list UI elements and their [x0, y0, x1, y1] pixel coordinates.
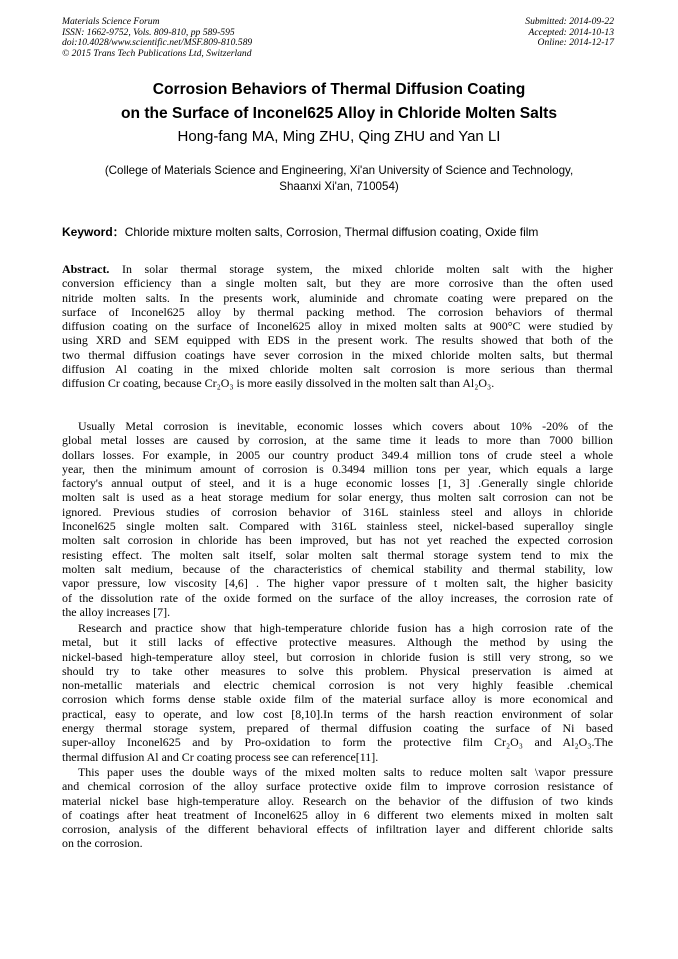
paragraph-3 — [62, 765, 613, 851]
text-line: global metal losses are caused by corrosion, at the same time it leads to more than 7000 billion — [62, 433, 613, 448]
affiliation-line-1: (College of Materials Science and Engineering, Xi'an University of Science and Technology, — [104, 164, 574, 177]
text-line: molten salt medium, because of the characteristics of chemical stability and thermal stability, low — [62, 561, 613, 576]
copyright-line: © 2015 Trans Tech Publications Ltd, Switzerland — [62, 47, 252, 59]
text-line: diffusion coating on the surface of Inconel625 alloy in mixed molten salts at 900°C were studied by — [62, 319, 613, 334]
text-line: surface of Inconel625 alloy by thermal packing method. The corrosion behaviors of thermal — [62, 304, 613, 319]
text-line: of coatings after heat treatment of Inconel625 alloy in 6 different two elements mixed in molten salt — [62, 807, 613, 822]
text-line: molten salt is used as a heat storage medium for solar energy, thus molten salt corrosion can not be — [62, 490, 613, 505]
paper-title-line-1: Corrosion Behaviors of Thermal Diffusion Coating — [152, 81, 526, 98]
text-line: conversion efficiency than a single molten salt, but they are more corrosive than the often used — [62, 276, 613, 291]
text-line: diffusion Al coating in the mixed chloride molten salt corrosion is more serious than thermal — [62, 362, 613, 377]
text-line: thermal diffusion Al and Cr coating process see can reference[11]. — [62, 749, 379, 764]
abstract-label: Abstract. — [62, 262, 110, 276]
text-line: vapor pressure, low viscosity [4,6] . The higher vapor pressure of t molten salt, the higher basicity — [62, 576, 613, 591]
text-line: Usually Metal corrosion is inevitable, economic losses which covers about 10% -20% of the — [78, 419, 613, 433]
text-line: of the dissolution rate of the oxide formed on the surface of the alloy increases, the corrosion rate of — [62, 590, 613, 605]
keywords — [62, 224, 622, 240]
affiliation — [0, 163, 678, 195]
text-line: corrosion which forms dense stable oxide film of the material surface alloy is more economical and — [62, 692, 613, 707]
journal-header — [62, 17, 252, 59]
journal-name: Materials Science Forum — [62, 16, 160, 27]
text-line: Research and practice show that high-temperature chloride fusion has a high corrosion rate of the — [78, 621, 613, 635]
text-line: material nickel base high-temperature alloy. Research on the behavior of the diffusion of two kinds — [62, 793, 613, 808]
authors: Hong-fang MA, Ming ZHU, Qing ZHU and Yan LI — [177, 128, 501, 145]
text-line: This paper uses the double ways of the mixed molten salts to reduce molten salt \vapor pressure — [78, 765, 613, 779]
text-line: energy thermal storage system, prepared of thermal diffusion coating the surface of Ni based — [62, 721, 613, 736]
abstract — [62, 262, 613, 391]
text-line: practical, easy to operate, and low cost [8,10].In terms of the harsh reaction environment of solar — [62, 706, 613, 721]
text-line: year, then the minimum amount of corrosion is 0.3494 million tons per year, which equals a large — [62, 461, 613, 476]
text-line: on the corrosion. — [62, 836, 143, 851]
text-line: ignored. Previous studies of corrosion behavior of 316L stainless steel and alloys in chloride — [62, 504, 613, 519]
text-line: molten salt corrosion in chloride has been improved, but has not yet reached the expected corrosion — [62, 533, 613, 548]
keyword-list: Chloride mixture molten salts, Corrosion, Thermal diffusion coating, Oxide film — [124, 225, 539, 239]
keyword-label: Keyword： — [62, 225, 125, 239]
text-line: should try to take other measures to solve this problem. Physical preservation is aimed at — [62, 663, 613, 678]
text-line: metal, but it still lacks of effective protective measures. Although the method by using the — [62, 635, 613, 650]
paragraph-1 — [62, 419, 613, 619]
paper-title-line-2: on the Surface of Inconel625 Alloy in Chloride Molten Salts — [120, 105, 558, 122]
submitted-date: Submitted: 2014-09-22 — [525, 16, 614, 27]
text-line: dollars losses. For example, in 2005 our country product 349.4 million tons of crude steel a whole — [62, 447, 613, 462]
text-line: resisting effect. The molten salt itself, solar molten salt thermal storage system tend to mix the — [62, 547, 613, 562]
text-line: non-metallic materials and electric chemical corrosion is not very highly feasible .chemical — [62, 678, 613, 693]
text-line: two thermal diffusion coatings have sever corrosion in the mixed chloride molten salts, but thermal — [62, 347, 613, 362]
text-line: corrosion, analysis of the different behavioral effects of infiltration layer and different chloride salts — [62, 822, 613, 837]
dates-header — [525, 17, 614, 49]
text-line: the alloy increases [7]. — [62, 604, 171, 619]
online-date: Online: 2014-12-17 — [537, 37, 614, 49]
text-line: diffusion Cr coating, because Cr₂O₃ is more easily dissolved in the molten salt than Al₂O₃. — [62, 376, 495, 391]
accepted-date: Accepted: 2014-10-13 — [528, 26, 614, 38]
text-line: super-alloy Inconel625 and by Pro-oxidation to form the protective film Cr₂O₃ and Al₂O₃.The — [62, 735, 613, 750]
text-line: using XRD and SEM equipped with EDS in the present work. The results showed that both of the — [62, 333, 613, 348]
text-line: factory's annual output of steel, and it is a huge economic losses [1, 3] .Generally single chloride — [62, 476, 613, 491]
text-line: and chemical corrosion of the alloy surface protective oxide film to improve corrosion resistance of — [62, 779, 613, 794]
text-line: nitride molten salts. In the presents work, aluminide and chromate coating were prepared on the — [62, 290, 613, 305]
issn-line: ISSN: 1662-9752, Vols. 809-810, pp 589-595 — [62, 26, 235, 38]
text-line: nickel-based high-temperature alloy steel, but corrosion in chloride fusion is still very strong, so we — [62, 649, 613, 664]
paragraph-2 — [62, 621, 613, 764]
doi-line: doi:10.4028/www.scientific.net/MSF.809-810.589 — [62, 37, 253, 49]
affiliation-line-2: Shaanxi Xi'an, 710054) — [279, 180, 399, 193]
text-line: Abstract. In solar thermal storage system, the mixed chloride molten salt with the higher — [62, 262, 613, 276]
text-line: Inconel625 single molten salt. Compared with 316L stainless steel, nickel-based superalloy single — [62, 519, 613, 534]
